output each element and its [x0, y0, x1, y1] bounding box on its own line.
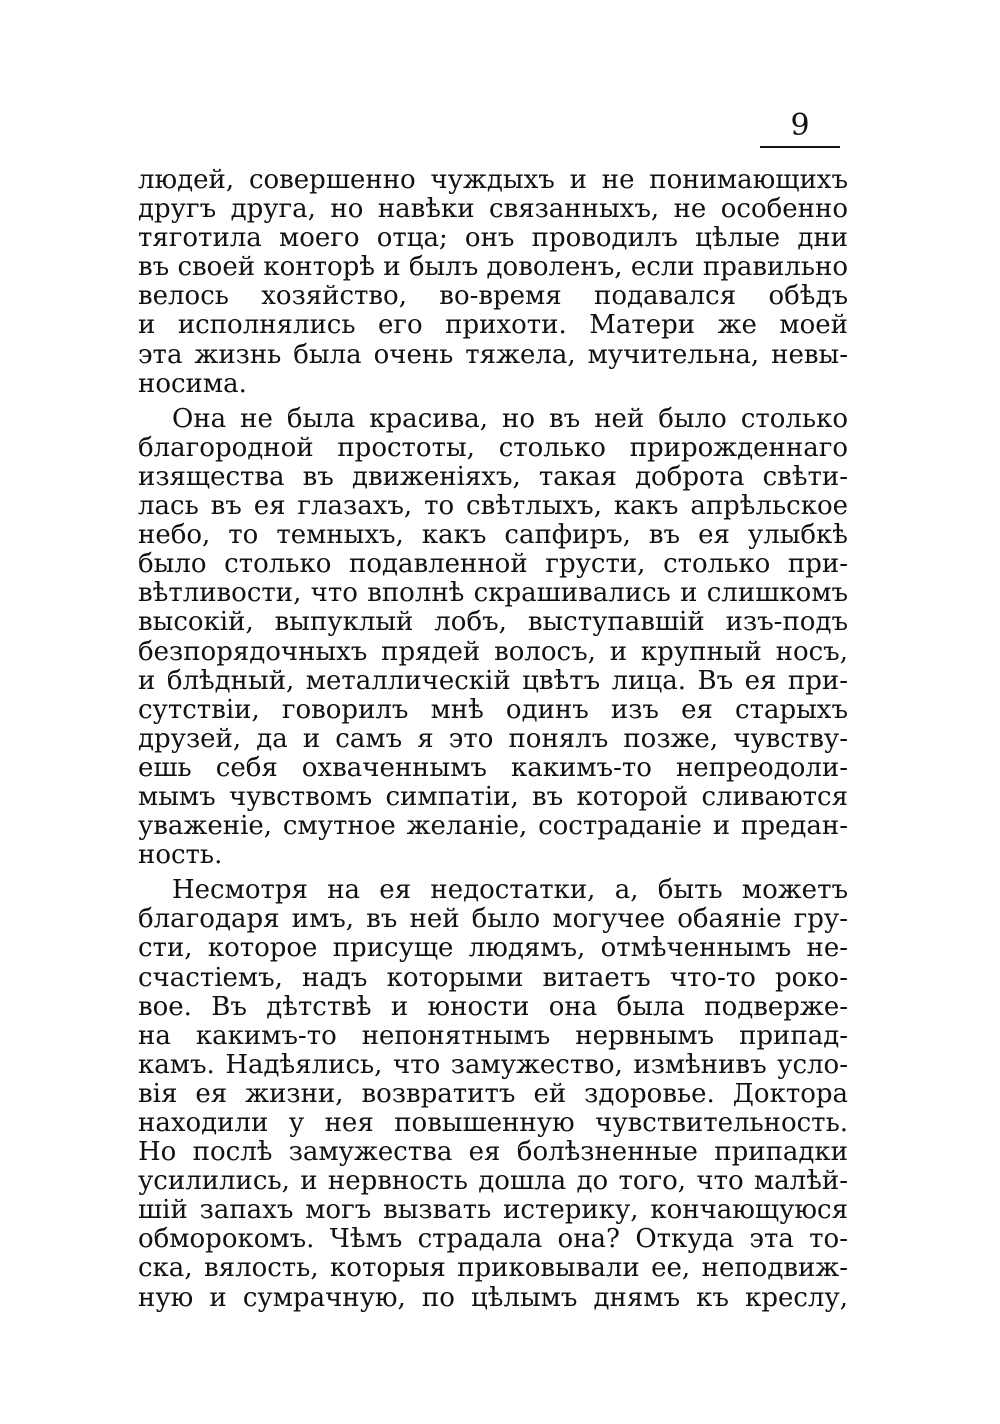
- text-line: велось хозяйство, во-время подавался обѣдъ: [138, 282, 848, 312]
- text-line: высокій, выпуклый лобъ, выступавшій изъ-подъ: [138, 608, 848, 638]
- text-line: на какимъ-то непонятнымъ нервнымъ припад-: [138, 1021, 848, 1051]
- text-line: другъ друга, но навѣки связанныхъ, не особенно: [138, 195, 848, 225]
- text-line: обморокомъ. Чѣмъ страдала она? Откуда эта то-: [138, 1225, 848, 1255]
- text-line: Несмотря на ея недостатки, а, быть можетъ: [172, 876, 848, 906]
- text-line: и блѣдный, металлическій цвѣтъ лица. Въ ея при-: [138, 666, 848, 696]
- paragraph: [138, 166, 848, 399]
- text-line: людей, совершенно чуждыхъ и не понимающихъ: [138, 166, 848, 195]
- text-line: находили у нея повышенную чувствительность.: [138, 1109, 848, 1138]
- text-line: усилились, и нервность дошла до того, что малѣй-: [138, 1167, 848, 1197]
- text-line: носима.: [138, 369, 247, 399]
- text-line: ешь себя охваченнымъ какимъ-то непреодоли-: [138, 753, 848, 783]
- text-line: ска, вялость, которыя приковывали ее, неподвиж-: [138, 1254, 848, 1284]
- text-line: Но послѣ замужества ея болѣзненные припадки: [138, 1138, 848, 1168]
- text-line: изящества въ движеніяхъ, такая доброта свѣти-: [138, 462, 848, 492]
- text-line: сти, которое присуще людямъ, отмѣченнымъ не-: [138, 934, 848, 964]
- text-line: тяготила моего отца; онъ проводилъ цѣлые дни: [138, 224, 848, 254]
- text-line: было столько подавленной грусти, столько при-: [138, 550, 848, 580]
- paragraph: [138, 405, 848, 871]
- text-line: уваженіе, смутное желаніе, состраданіе и предан-: [138, 812, 848, 842]
- text-line: Она не была красива, но въ ней было столько: [172, 404, 848, 434]
- page-number-rule: [760, 146, 840, 148]
- text-line: вѣтливости, что вполнѣ скрашивались и слишкомъ: [138, 579, 848, 609]
- text-line: и исполнялись его прихоти. Матери же моей: [138, 311, 848, 341]
- text-line: вія ея жизни, возвратитъ ей здоровье. Доктора: [138, 1079, 848, 1109]
- text-line: камъ. Надѣялись, что замужество, измѣнивъ усло-: [138, 1050, 848, 1080]
- text-line: шій запахъ могъ вызвать истерику, кончающуюся: [138, 1196, 848, 1226]
- page-number: 9: [790, 108, 810, 143]
- text-line: лась въ ея глазахъ, то свѣтлыхъ, какъ апрѣльское: [138, 492, 848, 522]
- text-line: благодаря имъ, въ ней было могучее обаяніе гру-: [138, 905, 848, 935]
- text-line: друзей, да и самъ я это понялъ позже, чувству-: [138, 724, 848, 754]
- paragraph: [138, 876, 848, 1312]
- body-text: [138, 166, 848, 1313]
- text-line: сутствіи, говорилъ мнѣ одинъ изъ ея старыхъ: [138, 695, 848, 725]
- text-line: благородной простоты, столько прирожденнаго: [138, 433, 848, 463]
- text-line: въ своей конторѣ и былъ доволенъ, если правильно: [138, 253, 848, 283]
- text-line: мымъ чувствомъ симпатіи, въ которой сливаются: [138, 782, 848, 812]
- text-line: небо, то темныхъ, какъ сапфиръ, въ ея улыбкѣ: [138, 521, 848, 551]
- text-line: вое. Въ дѣтствѣ и юности она была подвержe-: [138, 992, 848, 1022]
- text-line: ную и сумрачную, по цѣлымъ днямъ къ креслу,: [138, 1283, 848, 1313]
- text-line: ность.: [138, 841, 223, 871]
- text-line: счастіемъ, надъ которыми витаетъ что-то роко-: [138, 963, 848, 993]
- text-line: безпорядочныхъ прядей волосъ, и крупный носъ,: [138, 637, 848, 667]
- text-line: эта жизнь была очень тяжела, мучительна, невы-: [138, 340, 848, 370]
